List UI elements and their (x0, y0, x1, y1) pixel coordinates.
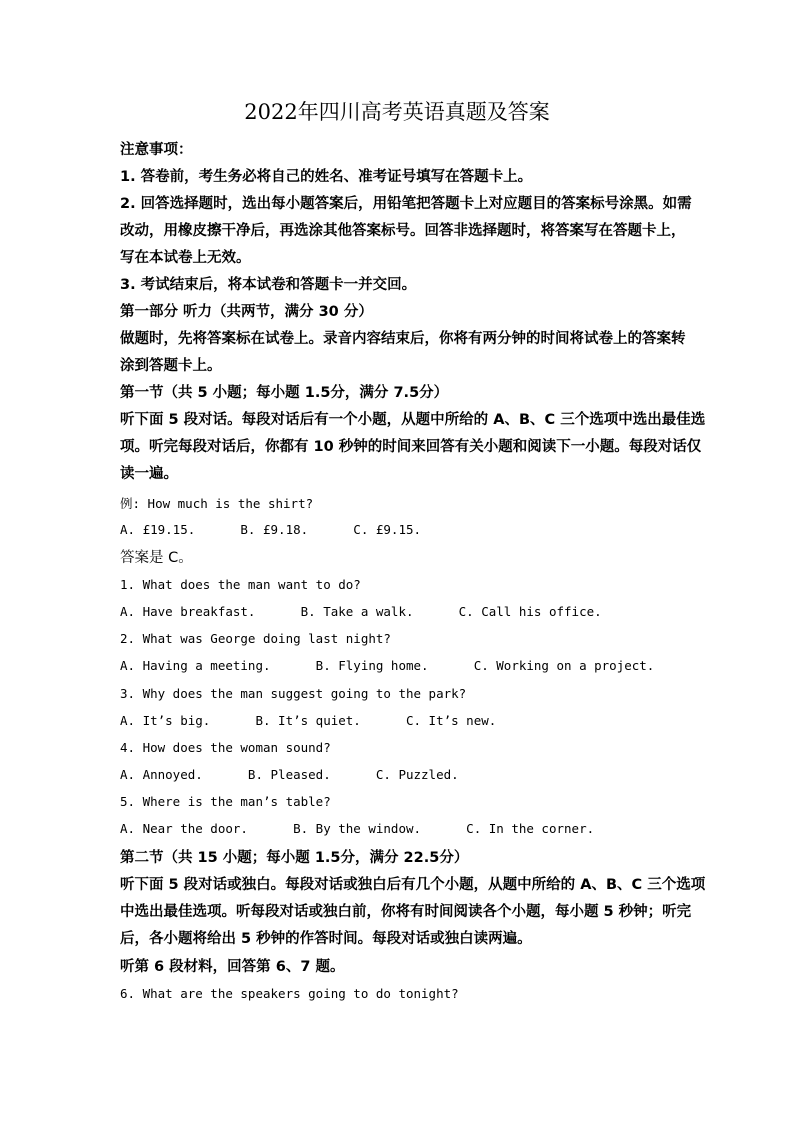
section2-instruction-line-1: 听下面 5 段对话或独白。每段对话或独白后有几个小题，从题中所给的 A、B、C 三个选项 (120, 877, 706, 893)
part1-heading: 第一部分 听力（共两节，满分 30 分） (120, 304, 373, 320)
example-answer: 答案是 C。 (120, 550, 193, 566)
question-4-options: A. Annoyed. B. Pleased. C. Puzzled. (120, 767, 459, 782)
question-3-options: A. It’s big. B. It’s quiet. C. It’s new. (120, 713, 497, 728)
question-4: 4. How does the woman sound? (120, 740, 331, 755)
question-1-options: A. Have breakfast. B. Take a walk. C. Call his office. (120, 604, 602, 619)
question-5-options: A. Near the door. B. By the window. C. In the corner. (120, 821, 595, 836)
section1-instruction-line-3: 读一遍。 (120, 466, 178, 482)
notice-item-2-line-3: 写在本试卷上无效。 (120, 250, 251, 266)
notice-item-3: 3. 考试结束后，将本试卷和答题卡一并交回。 (120, 277, 417, 293)
section1-instruction-line-1: 听下面 5 段对话。每段对话后有一个小题，从题中所给的 A、B、C 三个选项中选出最佳选 (120, 412, 706, 428)
notice-heading: 注意事项： (120, 142, 193, 158)
section2-heading: 第二节（共 15 小题；每小题 1.5分，满分 22.5分） (120, 850, 469, 866)
section1-heading: 第一节（共 5 小题；每小题 1.5分，满分 7.5分） (120, 385, 449, 401)
question-3: 3. Why does the man suggest going to the park? (120, 686, 467, 701)
section1-instruction-line-2: 项。听完每段对话后，你都有 10 秒钟的时间来回答有关小题和阅读下一小题。每段对话仅 (120, 439, 702, 455)
notice-item-2-line-2: 改动，用橡皮擦干净后，再选涂其他答案标号。回答非选择题时，将答案写在答题卡上， (120, 223, 686, 239)
section2-instruction-line-2: 中选出最佳选项。听每段对话或独白前，你将有时间阅读各个小题，每小题 5 秒钟；听完 (120, 904, 692, 920)
material-6-instruction: 听第 6 段材料，回答第 6、7 题。 (120, 959, 345, 975)
section2-instruction-line-3: 后，各小题将给出 5 秒钟的作答时间。每段对话或独白读两遍。 (120, 931, 532, 947)
notice-item-2-line-1: 2. 回答选择题时，选出每小题答案后，用铅笔把答题卡上对应题目的答案标号涂黑。如需 (120, 196, 692, 212)
question-5: 5. Where is the man’s table? (120, 794, 331, 809)
notice-item-1: 1. 答卷前，考生务必将自己的姓名、准考证号填写在答题卡上。 (120, 169, 533, 185)
part1-instruction-line-2: 涂到答题卡上。 (120, 358, 222, 374)
example-options: A. £19.15. B. £9.18. C. £9.15. (120, 522, 422, 537)
example-question: 例: How much is the shirt? (120, 496, 314, 511)
question-6: 6. What are the speakers going to do tonight? (120, 986, 459, 1001)
question-2-options: A. Having a meeting. B. Flying home. C. Working on a project. (120, 658, 655, 673)
question-1: 1. What does the man want to do? (120, 577, 361, 592)
part1-instruction-line-1: 做题时，先将答案标在试卷上。录音内容结束后，你将有两分钟的时间将试卷上的答案转 (120, 331, 686, 347)
page-title: 2022年四川高考英语真题及答案 (244, 100, 550, 124)
question-2: 2. What was George doing last night? (120, 631, 391, 646)
